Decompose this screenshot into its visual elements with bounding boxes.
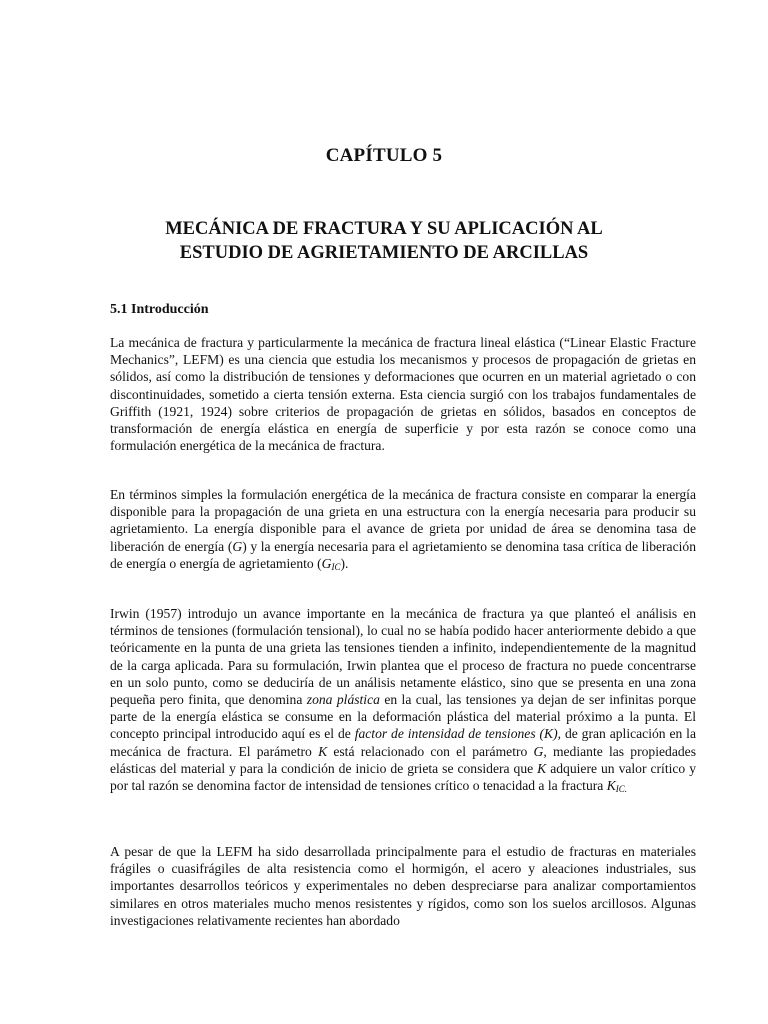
symbol-g: G xyxy=(232,538,243,554)
p2-text-3: ). xyxy=(340,555,349,571)
term-zona-plastica: zona plástica xyxy=(306,692,380,708)
symbol-g-2: G, xyxy=(533,743,547,759)
symbol-gic-subscript: IC xyxy=(331,561,341,572)
p2-text-1: En términos simples la formulación energética de la mecánica de fractura consiste en comparar la energía disponible para la propagación de una grieta en una estructura con la energía necesaria para producir su agrietamiento. La energía disponible para el avance de grieta por unidad de área se denomina tasa de liberación de energía ( xyxy=(110,487,696,554)
paragraph-1-text: La mecánica de fractura y particularmente la mecánica de fractura lineal elástica (“Linear Elastic Fracture Mechanics”, LEFM) es una ciencia que estudia los mecanismos y procesos de propagación de grietas en sólidos, así como la distribución de tensiones y deformaciones que ocurren en un material agrietado o con discontinuidades, sometido a cierta tensión externa. Esta ciencia surgió con los trabajos fundamentales de Griffith (1921, 1924) sobre criterios de propagación de grietas en sólidos, basados en conceptos de transformación de energía elástica en energía de superficie y por esta razón se conoce como una formulación energética de la mecánica de fractura. xyxy=(110,335,696,454)
symbol-gic-base: G xyxy=(321,555,332,571)
symbol-kic-base: K xyxy=(606,778,616,794)
p2-text-2: ) y la energía necesaria para el agrietamiento se denomina tasa crítica de liberación de energía o energía de agrietamiento ( xyxy=(110,538,696,571)
p3-text-5: mediante las propiedades elásticas del material y para la condición de inicio de grieta se considera que xyxy=(110,743,696,776)
chapter-title xyxy=(0,217,768,265)
paragraph-4-text: A pesar de que la LEFM ha sido desarrollada principalmente para el estudio de fracturas en materiales frágiles o cuasifrágiles de alta resistencia como el hormigón, el acero y aleaciones industriales, sus importantes desarrollos teóricos y experimentales no deben despreciarse para analizar comportamientos similares en otros materiales mucho menos resistentes y rígidos, como son los suelos arcillosos. Algunas investigaciones relativamente recientes han abordado xyxy=(110,844,696,928)
symbol-kic-subscript: IC. xyxy=(615,784,628,795)
section-heading: 5.1 Introducción xyxy=(110,302,209,317)
p3-text-4: está relacionado con el parámetro xyxy=(327,743,534,759)
paragraph-3-text xyxy=(110,605,696,794)
paragraph-3 xyxy=(110,605,696,794)
paragraph-2 xyxy=(110,486,696,572)
chapter-title-line-2: ESTUDIO DE AGRIETAMIENTO DE ARCILLAS xyxy=(179,243,589,263)
symbol-k-2: K xyxy=(537,760,547,776)
p3-text-6: adquiere un valor crítico y por tal razón se denomina factor de intensidad de tensiones crítico o tenacidad a la fractura xyxy=(110,760,696,794)
chapter-title-line-1: MECÁNICA DE FRACTURA Y SU APLICACIÓN AL xyxy=(165,219,603,239)
p3-text-2: en la cual, las tensiones ya dejan de ser infinitas porque parte de la energía elástica se consume en la deformación plástica del material próximo a la punta. El concepto principal introducido aquí es el de xyxy=(110,692,696,742)
p3-text-3: de gran aplicación en la mecánica de fractura. El parámetro xyxy=(110,726,696,759)
paragraph-2-text xyxy=(110,486,696,572)
paragraph-4 xyxy=(110,843,696,929)
symbol-k-1: K xyxy=(318,743,328,759)
symbol-gic xyxy=(322,556,341,571)
term-factor-intensidad: factor de intensidad de tensiones (K), xyxy=(354,726,562,742)
p3-text-1: Irwin (1957) introdujo un avance importante en la mecánica de fractura ya que planteó el análisis en términos de tensiones (formulación tensional), lo cual no se había podido hacer anteriormente debido a que teóricamente en la punta de una grieta las tensiones tienden a infinito, independientemente de la magnitud de la carga aplicada. Para su formulación, Irwin plantea que el proceso de fractura no puede concentrarse en un solo punto, como se deduciría de un análisis netamente elástico, sino que se presenta en una zona pequeña pero finita, que denomina xyxy=(110,606,696,708)
paragraph-1 xyxy=(110,334,696,454)
chapter-heading: CAPÍTULO 5 xyxy=(325,145,443,166)
symbol-kic xyxy=(607,778,627,793)
